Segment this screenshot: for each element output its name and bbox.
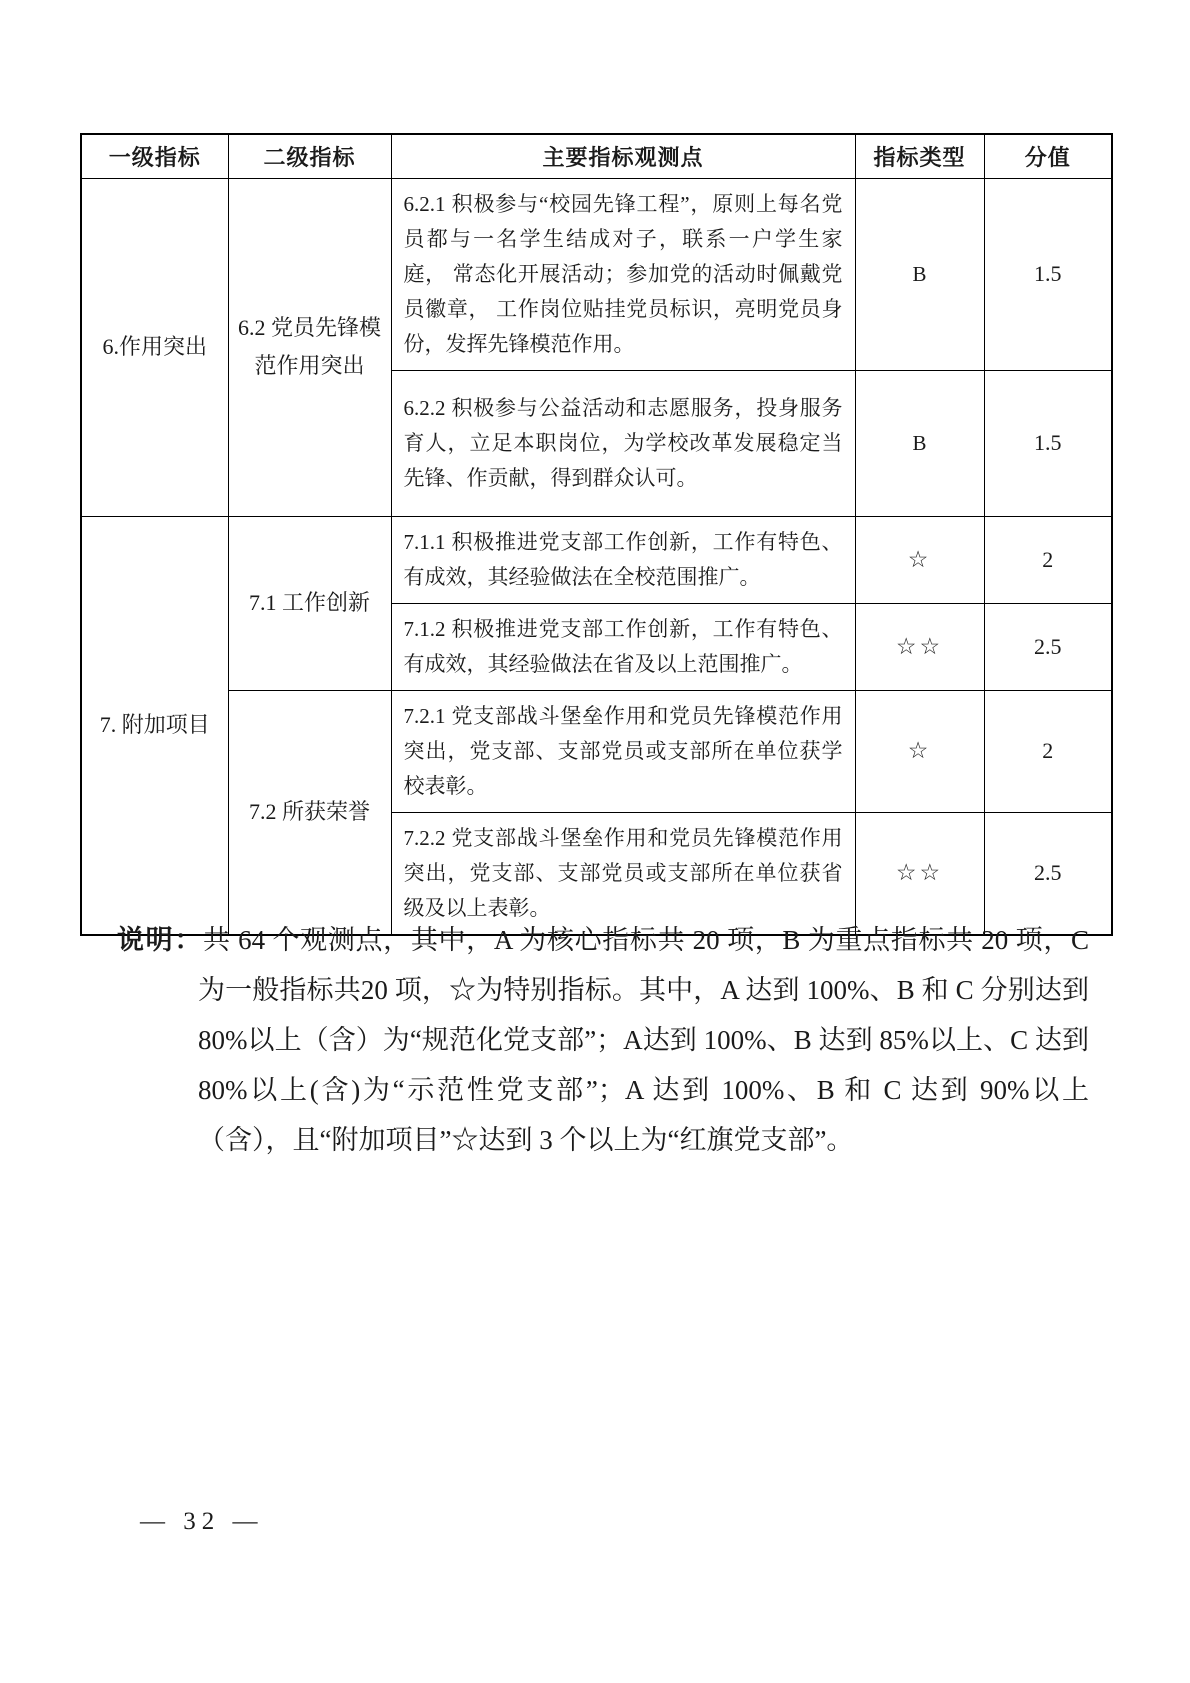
score-cell-712: 2.5 xyxy=(984,603,1112,690)
indicator-table xyxy=(80,133,1113,936)
score-cell-722: 2.5 xyxy=(984,812,1112,935)
type-cell-622: B xyxy=(855,370,984,516)
table-row xyxy=(81,690,1112,812)
page-number: — 32 — xyxy=(140,1508,264,1535)
level2-cell-62: 6.2 党员先锋模范作用突出 xyxy=(228,178,391,516)
col-header-level2: 二级指标 xyxy=(228,134,391,178)
col-header-observation: 主要指标观测点 xyxy=(391,134,855,178)
score-cell-622: 1.5 xyxy=(984,370,1112,516)
level2-cell-71: 7.1 工作创新 xyxy=(228,516,391,690)
star-icon-cell-712: ☆☆ xyxy=(855,603,984,690)
table-header-row xyxy=(81,134,1112,178)
col-header-level1: 一级指标 xyxy=(81,134,228,178)
level1-cell-section7: 7. 附加项目 xyxy=(81,516,228,935)
col-header-type: 指标类型 xyxy=(855,134,984,178)
star-icon-cell-711: ☆ xyxy=(855,516,984,603)
observation-cell-622: 6.2.2 积极参与公益活动和志愿服务，投身服务育人，立足本职岗位，为学校改革发展稳定当先锋、作贡献，得到群众认可。 xyxy=(391,370,855,516)
observation-cell-621: 6.2.1 积极参与“校园先锋工程”，原则上每名党员都与一名学生结成对子，联系一户学生家庭， 常态化开展活动；参加党的活动时佩戴党员徽章， 工作岗位贴挂党员标识，亮明党员身份，发挥先锋模范作用。 xyxy=(391,178,855,370)
note-label: 说明： xyxy=(117,925,203,955)
level1-cell-section6: 6.作用突出 xyxy=(81,178,228,516)
star-icon-cell-721: ☆ xyxy=(855,690,984,812)
table-row xyxy=(81,516,1112,603)
explanation-note xyxy=(117,915,1089,1165)
observation-cell-721: 7.2.1 党支部战斗堡垒作用和党员先锋模范作用突出，党支部、支部党员或支部所在单位获学校表彰。 xyxy=(391,690,855,812)
score-cell-711: 2 xyxy=(984,516,1112,603)
score-cell-721: 2 xyxy=(984,690,1112,812)
star-icon-cell-722: ☆☆ xyxy=(855,812,984,935)
type-cell-621: B xyxy=(855,178,984,370)
observation-cell-711: 7.1.1 积极推进党支部工作创新，工作有特色、有成效，其经验做法在全校范围推广。 xyxy=(391,516,855,603)
note-text: 共 64 个观测点，其中，A 为核心指标共 20 项，B 为重点指标共 20 项，C 为一般指标共20 项，☆为特别指标。其中，A 达到 100%、B 和 C 分别达到 80%以上（含）为“规范化党支部”；A达到 100%、B 达到 85%以上、C 达到 80%以上(含)为“示范性党支部”；A 达到 100%、B 和 C 达到 90%以上（含），且“附加项目”☆达到 3 个以上为“红旗党支部”。 xyxy=(198,925,1089,1155)
level2-cell-72: 7.2 所获荣誉 xyxy=(228,690,391,935)
table-row xyxy=(81,178,1112,370)
col-header-score: 分值 xyxy=(984,134,1112,178)
observation-cell-722: 7.2.2 党支部战斗堡垒作用和党员先锋模范作用突出，党支部、支部党员或支部所在单位获省级及以上表彰。 xyxy=(391,812,855,935)
observation-cell-712: 7.1.2 积极推进党支部工作创新，工作有特色、有成效，其经验做法在省及以上范围推广。 xyxy=(391,603,855,690)
score-cell-621: 1.5 xyxy=(984,178,1112,370)
